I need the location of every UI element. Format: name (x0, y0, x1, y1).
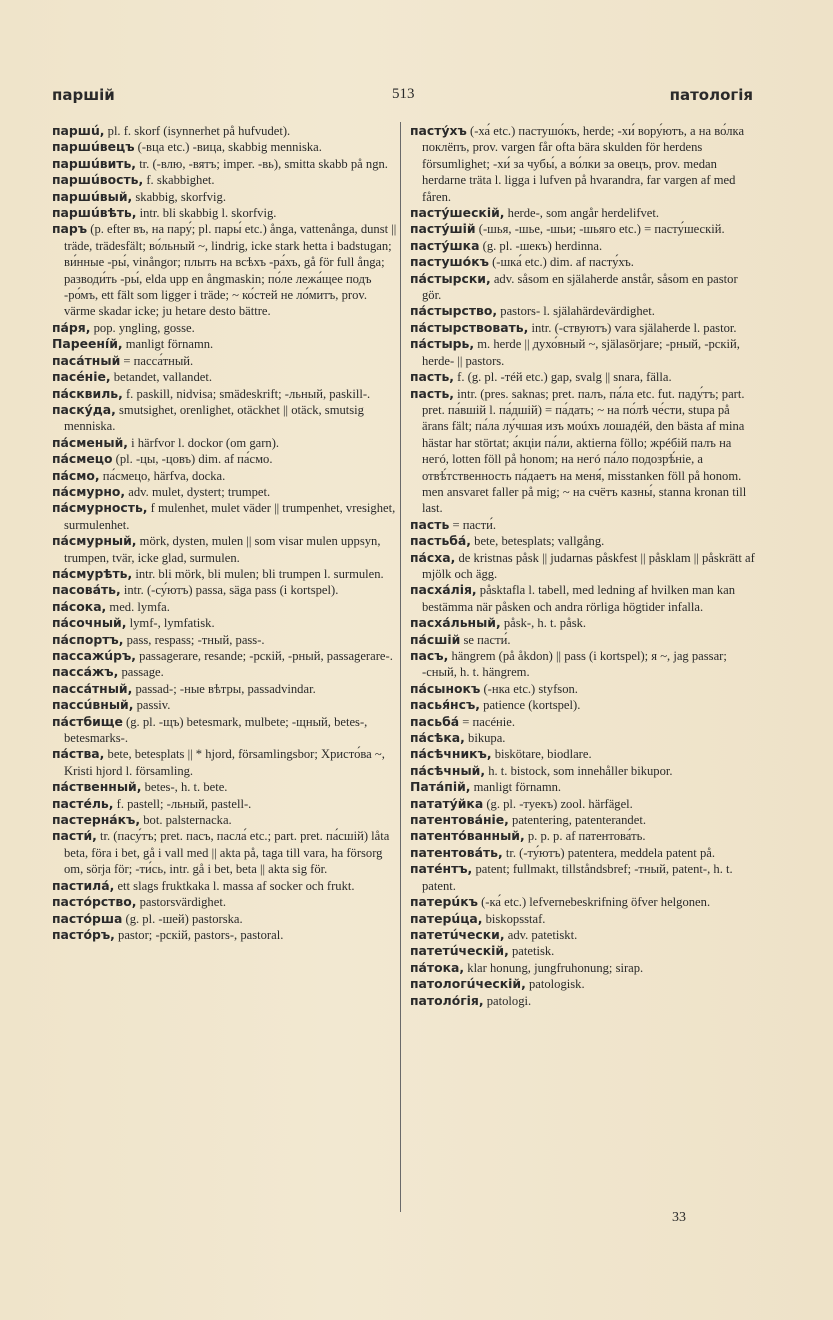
entry-definition: biskopsstaf. (485, 911, 546, 926)
dictionary-entry (52, 468, 398, 484)
dictionary-entry (52, 435, 398, 451)
entry-headword: пасова́ть, (52, 582, 121, 598)
dictionary-entry (410, 615, 756, 631)
entry-definition: (-ка́ etc.) lefvernebeskrifning öfver helgonen. (481, 895, 711, 910)
entry-headword: пасто́рша (52, 910, 123, 926)
entry-definition: tr. (-ту́ютъ) patentera, meddela patent på. (505, 845, 715, 860)
entry-definition: bete, betesplats; vallgång. (474, 534, 605, 549)
entry-headword: патату́йка (410, 795, 484, 811)
entry-headword: паршúвецъ (52, 139, 135, 155)
entry-definition: betes-, h. t. bete. (144, 780, 228, 795)
dictionary-entry (52, 500, 398, 533)
entry-headword: па́сынокъ (410, 680, 481, 696)
dictionary-entry (410, 533, 756, 549)
dictionary-entry (410, 221, 756, 237)
dictionary-entry (52, 582, 398, 598)
entry-headword: па́стырски, (410, 270, 491, 286)
entry-headword: па́тока, (410, 959, 465, 975)
entry-headword: па́стырство, (410, 303, 498, 319)
entry-headword: па́стырствовать, (410, 319, 529, 335)
entry-headword: патентова́ть, (410, 844, 503, 860)
entry-headword: паршúвый, (52, 188, 133, 204)
dictionary-entry (410, 976, 756, 992)
dictionary-entry (410, 632, 756, 648)
entry-definition: p. p. p. af патентова́ть. (527, 829, 646, 844)
entry-definition: ett slags fruktkaka l. massa af socker och frukt. (117, 878, 355, 893)
dictionary-entry (52, 664, 398, 680)
entry-definition: manligt förnamn. (473, 780, 562, 795)
dictionary-entry (410, 927, 756, 943)
entry-definition: adv. mulet, dystert; trumpet. (128, 484, 271, 499)
dictionary-entry (410, 205, 756, 221)
entry-headword: па́смецо (52, 451, 113, 467)
dictionary-entry (410, 336, 756, 369)
entry-definition: tr. (пасу́тъ; pret. пасъ, пасла́ etc.; part. pret. па́сшій) låta beta, föra i bet, gå i vall med || akta på, taga till vara, ha försorg om, sörja för; -ти́сь, intr. gå i bet, beta || akta sig för. (64, 829, 390, 877)
entry-headword: пасту́шескій, (410, 205, 505, 221)
entry-headword: патетúческій, (410, 943, 509, 959)
entry-definition: intr. (-су́ютъ) passa, säga pass (i kortspel). (123, 583, 339, 598)
entry-definition: passagerare, resande; -рскій, -рный, passagerare-. (139, 649, 393, 663)
dictionary-entry (52, 796, 398, 812)
entry-headword: пате́нтъ, (410, 861, 473, 877)
dictionary-entry (52, 336, 398, 352)
dictionary-entry (52, 911, 398, 927)
entry-definition: bete, betesplats || * hjord, församlingsbor; Христо́ва ~, Kristi hjord l. församling. (64, 747, 385, 778)
entry-headword: пассажúръ, (52, 648, 137, 663)
entry-definition: bikupa. (468, 731, 506, 746)
entry-definition: smutsighet, orenlighet, otäckhet || otäck, smutsig menniska. (64, 402, 364, 434)
entry-definition: de kristnas påsk || judarnas påskfest || påsklam || påskrätt af mjölk och ägg. (422, 550, 755, 581)
entry-definition: intr. (pres. saknas; pret. палъ, па́ла etc. fut. паду́тъ; part. pret. па́вшій l. па́дшій) = па́дать; ~ на по́лѣ че́сти, stupa på ärans fält; па́ла лу́чшая изъ моúхъ лошадéй, den bästa af mina hästar har störtat; а́кціи па́ли, aktierna föllo; жрéбій палъ на негó, lotten föll på honom; на негó па́ло подозрѣ́ніе, а отвѣ́тственность па́даетъ на меня́, misstanken föll på honom. men ansvaret faller på mig; ~ на счётъ казны́, stanna kronan till last. (422, 386, 747, 516)
entry-definition: hängrem (på åkdon) || pass (i kortspel); я ~, jag passar; -сный, h. t. hängrem. (422, 649, 727, 680)
entry-headword: пасса́тный, (52, 680, 133, 696)
entry-definition: h. t. bistock, som innehåller bikupor. (488, 763, 673, 778)
dictionary-entry (410, 714, 756, 730)
dictionary-entry (52, 320, 398, 336)
dictionary-entry (52, 746, 398, 779)
entry-headword: паръ (52, 221, 88, 237)
dictionary-entry (52, 566, 398, 582)
entry-definition: patologi. (486, 993, 532, 1008)
dictionary-entry (52, 139, 398, 155)
entry-headword: патерúца, (410, 910, 483, 926)
entry-definition: (-вца etc.) -вица, skabbig menniska. (137, 140, 322, 155)
dictionary-entry (410, 386, 756, 517)
entry-definition: patetisk. (511, 944, 555, 959)
left-running-headword: паршій (52, 86, 115, 104)
entry-headword: пастушо́къ (410, 254, 489, 270)
dictionary-entry (410, 779, 756, 795)
entry-headword: па́смурный, (52, 533, 137, 549)
entry-definition: intr. bli skabbig l. skorfvig. (139, 206, 277, 221)
entry-headword: па́сѣчникъ, (410, 746, 492, 762)
entry-headword: пасха́льный, (410, 615, 501, 631)
entry-headword: пасто́рство, (52, 894, 137, 910)
entry-headword: па́сшій (410, 631, 461, 647)
entry-definition: f. (g. pl. -тéй etc.) gap, svalg || snara, fälla. (457, 370, 672, 385)
dictionary-entry (52, 533, 398, 566)
entry-definition: па́смецо, härfva, docka. (102, 468, 226, 483)
entry-headword: Пата́пій, (410, 779, 471, 795)
entry-headword: пасть (410, 516, 450, 532)
dictionary-entry (52, 484, 398, 500)
entry-headword: па́спортъ, (52, 631, 124, 647)
entry-definition: (pl. -цы, -цовъ) dim. af па́смо. (115, 452, 273, 467)
entry-headword: Пареенíй, (52, 336, 123, 352)
dictionary-entry (52, 156, 398, 172)
entry-headword: пасéніе, (52, 369, 111, 385)
dictionary-entry (410, 254, 756, 270)
dictionary-entry (410, 861, 756, 894)
entry-definition: patentering, patenterandet. (512, 813, 646, 828)
entry-definition: pastors- l. själahärdevärdighet. (500, 304, 655, 319)
entry-headword: па́сѣчный, (410, 762, 486, 778)
dictionary-entry (410, 894, 756, 910)
entry-definition: se пасти́. (463, 632, 511, 647)
entry-definition: (-шья, -шье, -шьи; -шьяго etc.) = пасту́шескій. (478, 222, 725, 237)
dictionary-entry (52, 878, 398, 894)
dictionary-entry (410, 681, 756, 697)
entry-definition: skabbig, skorfvig. (135, 189, 226, 204)
dictionary-entry (410, 911, 756, 927)
column-divider (400, 122, 401, 1212)
entry-definition: m. herde || духо́вный ~, själasörjare; -рный, -рскій, herde- || pastors. (422, 337, 740, 368)
entry-headword: пасте́ль, (52, 795, 114, 811)
entry-definition: f. skabbighet. (146, 173, 215, 188)
entry-definition: passiv. (136, 698, 171, 713)
entry-definition: pass, respass; -тный, pass-. (126, 632, 265, 647)
dictionary-entry (52, 615, 398, 631)
dictionary-entry (410, 517, 756, 533)
entry-definition: intr. (-ствуютъ) vara själaherde l. pastor. (531, 320, 737, 335)
dictionary-entry (410, 697, 756, 713)
dictionary-entry (52, 632, 398, 648)
entry-headword: паршúвить, (52, 155, 137, 171)
entry-definition: adv. såsom en själaherde anstår, såsom en pastor gör. (422, 271, 738, 303)
entry-definition: (-шка́ etc.) dim. af пасту́хъ. (492, 255, 634, 270)
entry-definition: = пасти́. (452, 517, 497, 532)
dictionary-entry (410, 960, 756, 976)
entry-definition: lymf-, lymfatisk. (129, 616, 215, 631)
entry-definition: passage. (121, 665, 164, 680)
entry-definition: klar honung, jungfruhonung; sirap. (467, 960, 644, 975)
entry-headword: па́ства, (52, 746, 105, 762)
entry-definition: herde-, som angår herdelifvet. (507, 206, 660, 221)
entry-headword: пассúвный, (52, 697, 134, 713)
dictionary-entry (410, 303, 756, 319)
entry-headword: паску́да, (52, 401, 116, 417)
entry-definition: patologisk. (528, 977, 585, 992)
entry-headword: па́сѣка, (410, 730, 465, 746)
entry-headword: пасто́ръ, (52, 926, 115, 942)
entry-headword: па́смeный, (52, 434, 128, 450)
entry-definition: (g. pl. -шекъ) herdinna. (482, 238, 603, 253)
dictionary-entry (52, 599, 398, 615)
entry-definition: (p. efter въ, на пару́; pl. пары́ etc.) ånga, vattenånga, dunst || träde, trädesfält; во́льный ~, lindrig, icke stark hetta i badstugan; ви́нные -ры́, vinångor; плыть на всѣхъ -ра́хъ, gå för full ånga; разводи́ть -ры́, elda upp en ångmaskin; по́ле лежа́щее подъ -ро́мъ, ett fält som ligger i träde; ~ ко́стей не ло́митъ, prov. värme skadar icke; ju hetare desto bättre. (64, 222, 397, 319)
dictionary-entry (52, 353, 398, 369)
entry-definition: = пасса́тный. (123, 353, 194, 368)
left-column (52, 123, 398, 943)
entry-definition: påsk-, h. t. påsk. (503, 616, 587, 631)
entry-definition: (g. pl. -туекъ) zool. härfägel. (486, 796, 633, 811)
dictionary-entry (410, 845, 756, 861)
right-running-headword: патологія (669, 86, 753, 104)
entry-headword: па́ря, (52, 319, 91, 335)
dictionary-entry (52, 402, 398, 435)
entry-headword: патерúкъ (410, 894, 478, 910)
entry-headword: па́сока, (52, 598, 107, 614)
entry-headword: паршúвость, (52, 172, 144, 188)
entry-headword: па́смурѣть, (52, 565, 133, 581)
dictionary-entry (52, 369, 398, 385)
entry-headword: па́ственный, (52, 779, 142, 795)
dictionary-entry (410, 320, 756, 336)
dictionary-entry (52, 828, 398, 877)
entry-headword: па́стбище (52, 713, 123, 729)
entry-headword: пасту́шій (410, 221, 476, 237)
entry-headword: патетúчески, (410, 926, 505, 942)
entry-definition: biskötare, biodlare. (494, 747, 592, 762)
dictionary-entry (52, 779, 398, 795)
dictionary-entry (410, 648, 756, 681)
entry-definition: passad-; -ные вѣтры, passadvindar. (135, 681, 316, 696)
dictionary-entry (410, 993, 756, 1009)
dictionary-entry (410, 812, 756, 828)
page-number: 513 (392, 86, 415, 102)
dictionary-entry (410, 582, 756, 615)
right-column (410, 123, 756, 1009)
entry-definition: intr. bli mörk, bli mulen; bli trumpen l. surmulen. (135, 566, 384, 581)
entry-headword: пасха́лія, (410, 582, 477, 598)
dictionary-entry (52, 205, 398, 221)
entry-definition: tr. (-влю, -вятъ; imper. -вь), smitta skabb på ngn. (139, 156, 388, 171)
entry-headword: пасть, (410, 369, 454, 385)
entry-definition: (-нка etc.) styfson. (483, 681, 578, 696)
entry-headword: па́стырь, (410, 336, 475, 352)
entry-headword: пасту́хъ (410, 123, 467, 138)
dictionary-entry (52, 221, 398, 319)
entry-definition: f. paskill, nidvisa; smädeskrift; -льный, paskill-. (125, 386, 371, 401)
entry-headword: пасти́, (52, 828, 97, 844)
entry-definition: pastor; -рскій, pastors-, pastoral. (118, 927, 284, 942)
dictionary-entry (410, 746, 756, 762)
dictionary-entry (52, 681, 398, 697)
page-header (52, 86, 753, 110)
entry-definition: pop. yngling, gosse. (93, 320, 195, 335)
entry-definition: f mulenhet, mulet väder || trumpenhet, vresighet, surmulenhet. (64, 501, 396, 532)
entry-definition: patience (kortspel). (483, 698, 581, 713)
entry-headword: па́смо, (52, 467, 100, 483)
dictionary-entry (52, 714, 398, 747)
entry-definition: (-ха́ etc.) пастушо́къ, herde; -хи́ вору́ютъ, а на во́лка поклёпъ, prov. vargen får ofta bära skulden för herdens försumlighet; -хи́ за чубы́, а во́лки за овецъ, prov. medan herdarne träta l. ligga i lufven på hvarandra, far vargen af med fåren. (422, 124, 745, 204)
entry-headword: патологúческій, (410, 976, 526, 992)
dictionary-entry (410, 763, 756, 779)
dictionary-entry (52, 123, 398, 139)
dictionary-entry (410, 238, 756, 254)
entry-headword: пастьба́, (410, 533, 472, 549)
entry-definition: mörk, dysten, mulen || som visar mulen uppsyn, trumpen, tvär, icke glad, surmulen. (64, 534, 381, 565)
entry-headword: пасъ, (410, 648, 449, 663)
entry-definition: påsktafla l. tabell, med ledning af hvilken man kan bestämma när påsken och andra rörliga högtider infalla. (422, 583, 736, 614)
dictionary-entry (410, 943, 756, 959)
dictionary-entry (410, 271, 756, 304)
entry-headword: паршúвѣть, (52, 205, 137, 221)
entry-headword: пасту́шка (410, 237, 480, 253)
entry-headword: патенто́ванный, (410, 828, 525, 844)
dictionary-entry (410, 730, 756, 746)
dictionary-entry (52, 189, 398, 205)
signature-mark: 33 (672, 1210, 686, 1225)
dictionary-entry (52, 451, 398, 467)
entry-definition: bot. palsternacka. (143, 813, 232, 828)
entry-headword: паршú, (52, 123, 105, 138)
entry-headword: па́смурность, (52, 500, 148, 516)
entry-headword: пасса́жъ, (52, 664, 119, 680)
dictionary-entry (410, 550, 756, 583)
dictionary-entry (410, 369, 756, 385)
entry-definition: f. pastell; -льный, pastell-. (116, 796, 252, 811)
entry-definition: (g. pl. -щъ) betesmark, mulbete; -щный, betes-, betesmarks-. (64, 714, 368, 746)
dictionary-entry (52, 927, 398, 943)
entry-headword: пастила́, (52, 877, 115, 893)
dictionary-entry (52, 648, 398, 664)
entry-definition: i härfvor l. dockor (om garn). (131, 435, 280, 450)
entry-definition: manligt förnamn. (125, 337, 214, 352)
entry-headword: пасья́нсъ, (410, 697, 480, 713)
dictionary-entry (410, 796, 756, 812)
entry-headword: па́сха, (410, 549, 456, 565)
dictionary-entry (52, 812, 398, 828)
entry-headword: па́сквиль, (52, 385, 123, 401)
entry-headword: патентова́ніе, (410, 812, 509, 828)
dictionary-entry (52, 894, 398, 910)
dictionary-entry (52, 697, 398, 713)
entry-definition: pastorsvärdighet. (139, 895, 226, 910)
dictionary-entry (52, 172, 398, 188)
entry-definition: betandet, vallandet. (113, 370, 213, 385)
entry-headword: па́смурно, (52, 483, 126, 499)
entry-definition: pl. f. skorf (isynnerhet på hufvudet). (107, 124, 291, 138)
dictionary-entry (410, 828, 756, 844)
dictionary-entry (410, 123, 756, 205)
entry-definition: (g. pl. -шей) pastorska. (125, 911, 243, 926)
entry-headword: пастерна́къ, (52, 812, 141, 828)
entry-definition: patent; fullmakt, tillståndsbref; -тный, patent-, h. t. patent. (422, 862, 733, 893)
entry-headword: паса́тный (52, 352, 121, 368)
entry-definition: = пасéніе. (462, 714, 516, 729)
dictionary-entry (52, 386, 398, 402)
entry-headword: пасть, (410, 385, 454, 401)
entry-definition: med. lymfa. (109, 599, 170, 614)
entry-headword: патоло́гія, (410, 992, 484, 1008)
entry-definition: adv. patetiskt. (507, 927, 578, 942)
entry-headword: па́сочный, (52, 615, 127, 631)
entry-headword: пасьба́ (410, 713, 460, 729)
